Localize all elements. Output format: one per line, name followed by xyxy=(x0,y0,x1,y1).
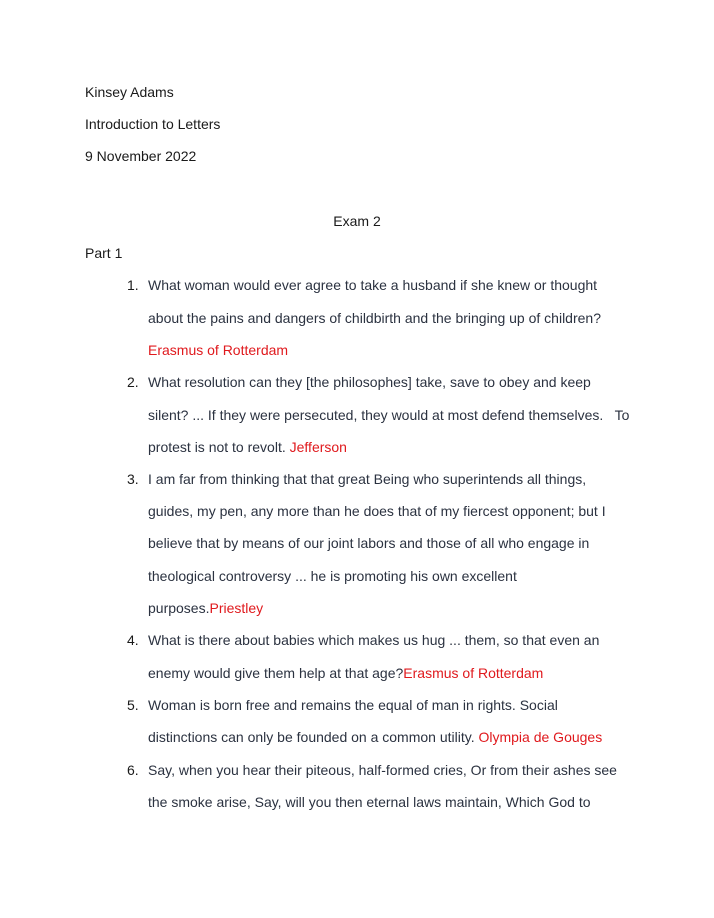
question-number: 1. xyxy=(127,277,139,293)
question-answer-line xyxy=(148,665,543,681)
question-number: 4. xyxy=(127,632,139,648)
answer-text: Erasmus of Rotterdam xyxy=(403,665,544,681)
exam-date: 9 November 2022 xyxy=(85,148,197,164)
question-line-text: protest is not to revolt. xyxy=(148,439,290,455)
question-answer-line xyxy=(148,729,602,745)
part-heading: Part 1 xyxy=(85,245,123,261)
question-line: What resolution can they [the philosophes] take, save to obey and keep xyxy=(148,374,591,390)
question-answer-line xyxy=(148,600,263,616)
question-line: I am far from thinking that that great Being who superintends all things, xyxy=(148,471,587,487)
course-name: Introduction to Letters xyxy=(85,116,221,132)
question-line: guides, my pen, any more than he does that of my fiercest opponent; but I xyxy=(148,503,606,519)
question-line: What woman would ever agree to take a husband if she knew or thought xyxy=(148,277,598,293)
answer-text: Priestley xyxy=(209,600,264,616)
question-line: Say, when you hear their piteous, half-formed cries, Or from their ashes see xyxy=(148,762,617,778)
question-line: about the pains and dangers of childbirth and the bringing up of children? xyxy=(148,310,601,326)
question-line: What is there about babies which makes us hug ... them, so that even an xyxy=(148,632,600,648)
question-number: 6. xyxy=(127,762,139,778)
question-number: 5. xyxy=(127,697,139,713)
question-line-text: distinctions can only be founded on a common utility. xyxy=(148,729,479,745)
question-line: Woman is born free and remains the equal of man in rights. Social xyxy=(148,697,558,713)
exam-title: Exam 2 xyxy=(333,213,381,229)
question-answer-line xyxy=(148,342,288,358)
question-line: believe that by means of our joint labors and those of all who engage in xyxy=(148,535,590,551)
answer-text: Erasmus of Rotterdam xyxy=(148,342,289,358)
answer-text: Jefferson xyxy=(289,439,347,455)
question-line-text: purposes. xyxy=(148,600,210,616)
answer-text: Olympia de Gouges xyxy=(478,729,603,745)
question-line: the smoke arise, Say, will you then eternal laws maintain, Which God to xyxy=(148,794,591,810)
author-name: Kinsey Adams xyxy=(85,84,174,100)
question-line-text: enemy would give them help at that age? xyxy=(148,665,404,681)
question-number: 3. xyxy=(127,471,139,487)
question-line: theological controversy ... he is promoting his own excellent xyxy=(148,568,517,584)
question-answer-line xyxy=(148,439,347,455)
question-line: silent? ... If they were persecuted, they would at most defend themselves. To xyxy=(148,407,630,423)
question-number: 2. xyxy=(127,374,139,390)
